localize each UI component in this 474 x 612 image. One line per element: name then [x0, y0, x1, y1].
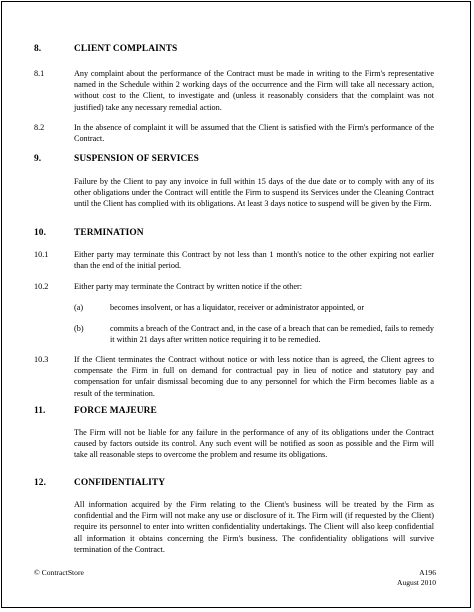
section-title: CLIENT COMPLAINTS — [74, 44, 178, 54]
section-10-heading — [34, 228, 144, 238]
section-title: CONFIDENTIALITY — [74, 478, 166, 488]
section-title: SUSPENSION OF SERVICES — [74, 154, 199, 164]
document-page — [1, 1, 471, 608]
clause-number: 8.1 — [34, 69, 45, 78]
footer-meta — [397, 568, 436, 588]
document-code: A196 — [419, 568, 436, 577]
clause-number: 8.2 — [34, 123, 45, 132]
clause-number: 10.2 — [34, 282, 49, 291]
section-number: 9. — [34, 154, 42, 164]
section-number: 12. — [34, 478, 47, 488]
section-number: 8. — [34, 44, 42, 54]
section-title: FORCE MAJEURE — [74, 406, 157, 416]
clause-text: Failure by the Client to pay any invoice in full within 15 days of the due date or to comply with any of its other obligations under the Contract will entitle the Firm to suspend its Services under the Cleaning Contract until the Client has complied with its obligations. At least 3 days notice to suspend will be given by the Firm. — [74, 177, 434, 209]
clause-text: Any complaint about the performance of the Contract must be made in writing to the Firm's representative named in the Schedule within 2 working days of the occurrence and the Firm will take all necessary action, without cost to the Client, to investigate and (unless it reasonably considers that the complaint was not justified) take any necessary remedial action. — [74, 69, 434, 112]
clause-text: The Firm will not be liable for any failure in the performance of any of its obligations under the Contract caused by factors outside its control. Any such event will be notified as soon as possible and the Firm will take all reasonable steps to overcome the problem and resume its obligations. — [74, 428, 434, 460]
footer-copyright: © ContractStore — [34, 568, 84, 577]
clause-text: Either party may terminate the Contract by written notice if the other: — [74, 282, 303, 291]
section-number: 11. — [34, 406, 46, 416]
clause-text: In the absence of complaint it will be assumed that the Client is satisfied with the Firm's performance of the Contract. — [74, 123, 434, 144]
section-9-heading — [34, 154, 199, 164]
document-date: August 2010 — [396, 578, 436, 587]
subclause-text: commits a breach of the Contract and, in the case of a breach that can be remedied, fails to remedy it within 21 days after written notice requiring it to be remedied. — [110, 324, 434, 345]
clause-number: 10.3 — [34, 355, 49, 364]
section-8-heading — [34, 44, 177, 54]
clause-text: If the Client terminates the Contract without notice or with less notice than is agreed, the Client agrees to compensate the Firm in full on demand for contractual pay in lieu of notice and statutory pay and compensation for unfair dismissal becoming due to any personnel for which the Firm becomes liable as a result of the termination. — [74, 355, 434, 398]
clause-text: All information acquired by the Firm relating to the Client's business will be treated by the Firm as confidential and the Firm will not make any use or disclosure of it. The Firm will (if requested by the Client) require its personnel to enter into written confidentiality undertakings. The Client will also keep confidential all information it obtains concerning the Firm's business. The confidentiality obligations will survive termination of the Contract. — [74, 500, 434, 554]
subclause-label: (a) — [74, 303, 84, 312]
section-number: 10. — [34, 228, 47, 238]
clause-text: Either party may terminate this Contract by not less than 1 month's notice to the other expiring not earlier than the end of the initial period. — [74, 250, 434, 271]
section-title: TERMINATION — [74, 228, 144, 238]
subclause-text: becomes insolvent, or has a liquidator, receiver or administrator appointed, or — [110, 303, 365, 312]
subclause-label: (b) — [74, 324, 84, 333]
clause-number: 10.1 — [34, 250, 49, 259]
section-11-heading — [34, 406, 157, 416]
section-12-heading — [34, 478, 165, 488]
